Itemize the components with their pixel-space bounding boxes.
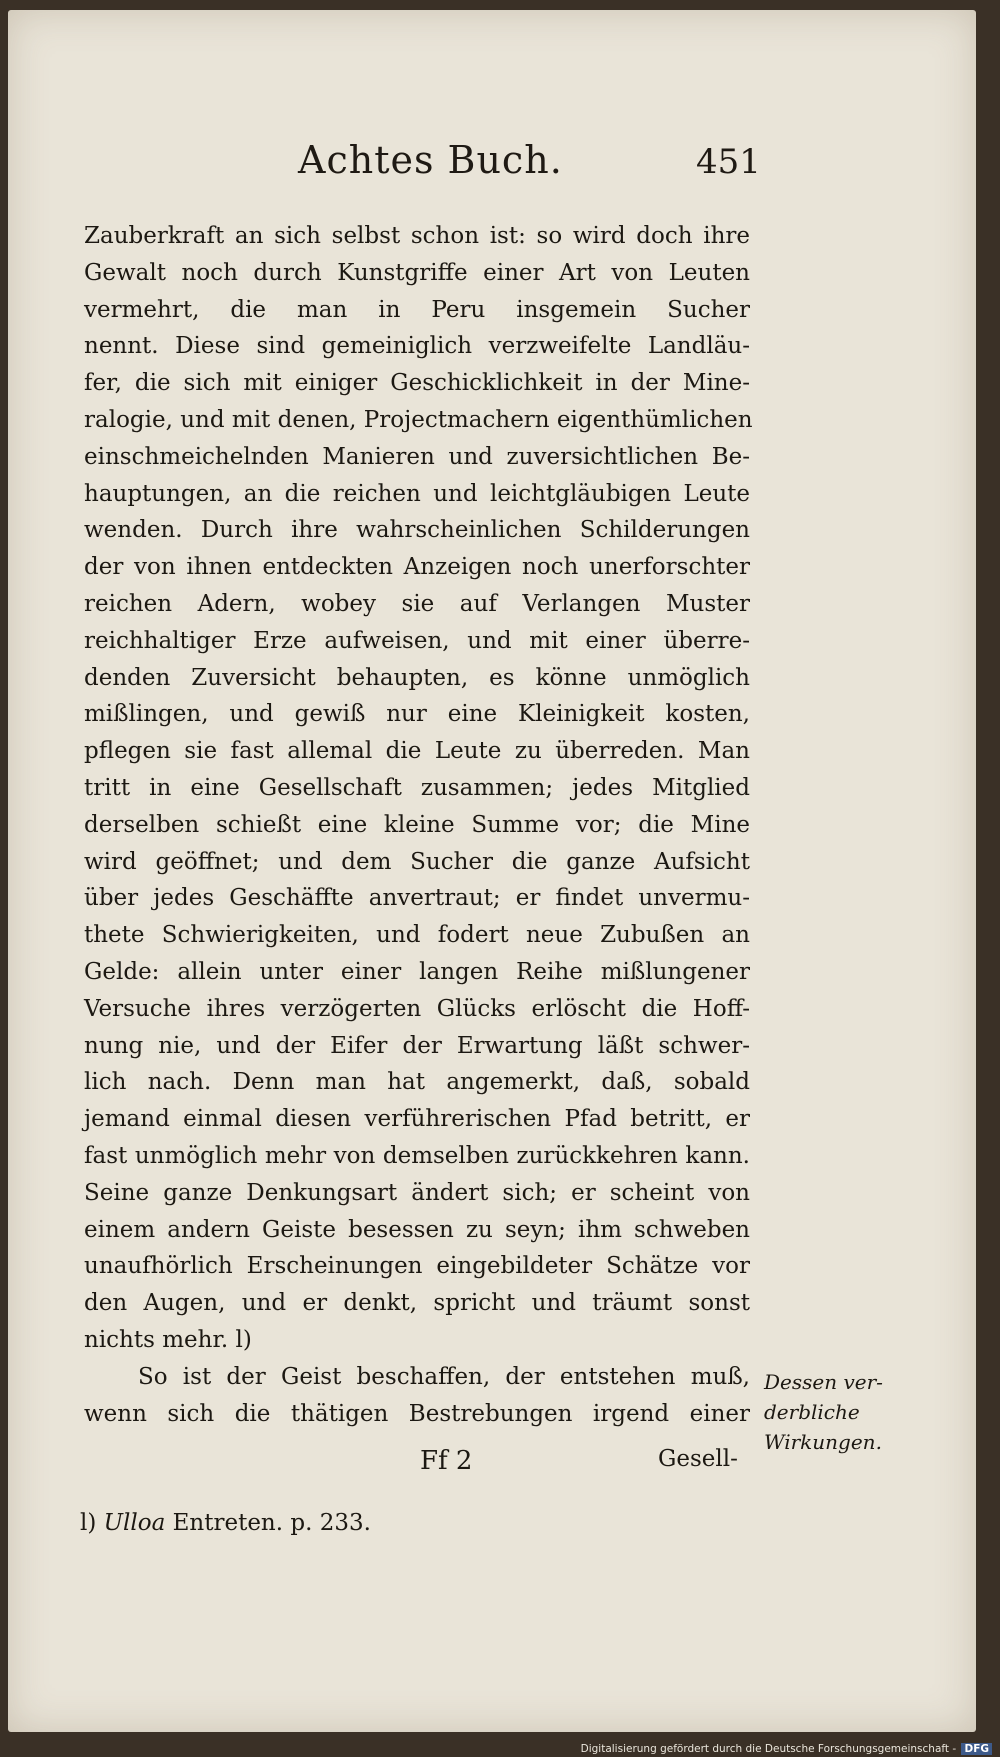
text-line: pflegen sie fast allemal die Leute zu überreden. Man [84, 738, 750, 765]
text-line: den Augen, und er denkt, spricht und träumt sonst [84, 1290, 750, 1317]
text-line: wenden. Durch ihre wahrscheinlichen Schilderungen [84, 517, 750, 544]
running-title: Achtes Buch. [298, 138, 563, 182]
text-line: über jedes Geschäffte anvertraut; er findet unvermu- [84, 885, 750, 912]
footnote-marker: l) [80, 1510, 97, 1536]
text-line: ralogie, und mit denen, Projectmachern eigenthümlichen [84, 406, 753, 433]
text-line: hauptungen, an die reichen und leichtgläubigen Leute [84, 480, 750, 507]
text-line: unaufhörlich Erscheinungen eingebildeter Schätze vor [84, 1253, 750, 1280]
text-line: denden Zuversicht behaupten, es könne unmöglich [84, 664, 750, 691]
text-line: einschmeichelnden Manieren und zuversichtlichen Be- [84, 443, 750, 470]
book-page [8, 10, 976, 1732]
text-line: lich nach. Denn man hat angemerkt, daß, sobald [84, 1069, 750, 1096]
text-line: der von ihnen entdeckten Anzeigen noch unerforschter [84, 554, 750, 581]
text-line: tritt in eine Gesellschaft zusammen; jedes Mitglied [84, 774, 750, 801]
body-text [84, 218, 753, 1432]
text-line: derselben schießt eine kleine Summe vor; die Mine [84, 811, 750, 838]
footnote-text: Entreten. p. 233. [172, 1510, 371, 1536]
marginal-line: Dessen ver- [764, 1370, 883, 1394]
text-line: Seine ganze Denkungsart ändert sich; er scheint von [84, 1179, 750, 1206]
text-line: vermehrt, die man in Peru insgemein Sucher [84, 296, 750, 323]
text-line: jemand einmal diesen verführerischen Pfad betritt, er [84, 1106, 750, 1133]
text-line: nennt. Diese sind gemeiniglich verzweifelte Landläu- [84, 333, 750, 360]
catchword: Gesell- [658, 1446, 738, 1472]
text-line: Gewalt noch durch Kunstgriffe einer Art von Leuten [84, 259, 750, 286]
signature-mark: Ff 2 [420, 1446, 473, 1476]
dfg-logo: DFG [961, 1743, 992, 1755]
marginal-line: Wirkungen. [764, 1430, 882, 1454]
text-line: einem andern Geiste besessen zu seyn; ihm schweben [84, 1216, 750, 1243]
page-header [8, 138, 976, 198]
text-line: fer, die sich mit einiger Geschicklichkeit in der Mine- [84, 370, 750, 397]
marginal-note [764, 1367, 914, 1457]
footnote-author: Ulloa [103, 1510, 166, 1536]
credit-text: Digitalisierung gefördert durch die Deutsche Forschungsgemeinschaft - [580, 1743, 957, 1755]
text-line: reichen Adern, wobey sie auf Verlangen Muster [84, 590, 750, 617]
text-line: Zauberkraft an sich selbst schon ist: so wird doch ihre [84, 223, 750, 249]
marginal-line: derbliche [764, 1400, 860, 1424]
page-number: 451 [696, 142, 761, 182]
text-line: nichts mehr. l) [84, 1326, 252, 1353]
text-line: reichhaltiger Erze aufweisen, und mit einer überre- [84, 627, 750, 654]
text-line: thete Schwierigkeiten, und fodert neue Zubußen an [84, 922, 750, 949]
text-line: nung nie, und der Eifer der Erwartung läßt schwer- [84, 1032, 750, 1059]
text-line: wenn sich die thätigen Bestrebungen irgend einer [84, 1400, 750, 1427]
text-line: Versuche ihres verzögerten Glücks erlöscht die Hoff- [84, 995, 750, 1022]
digitization-credit [581, 1743, 992, 1755]
footnote [80, 1510, 371, 1536]
text-line: Gelde: allein unter einer langen Reihe mißlungener [84, 958, 750, 985]
text-line: fast unmöglich mehr von demselben zurückkehren kann. [84, 1142, 750, 1169]
text-line: wird geöffnet; und dem Sucher die ganze Aufsicht [84, 848, 750, 875]
text-line: mißlingen, und gewiß nur eine Kleinigkeit kosten, [84, 701, 750, 728]
text-line: So ist der Geist beschaffen, der entstehen muß, [138, 1363, 750, 1390]
